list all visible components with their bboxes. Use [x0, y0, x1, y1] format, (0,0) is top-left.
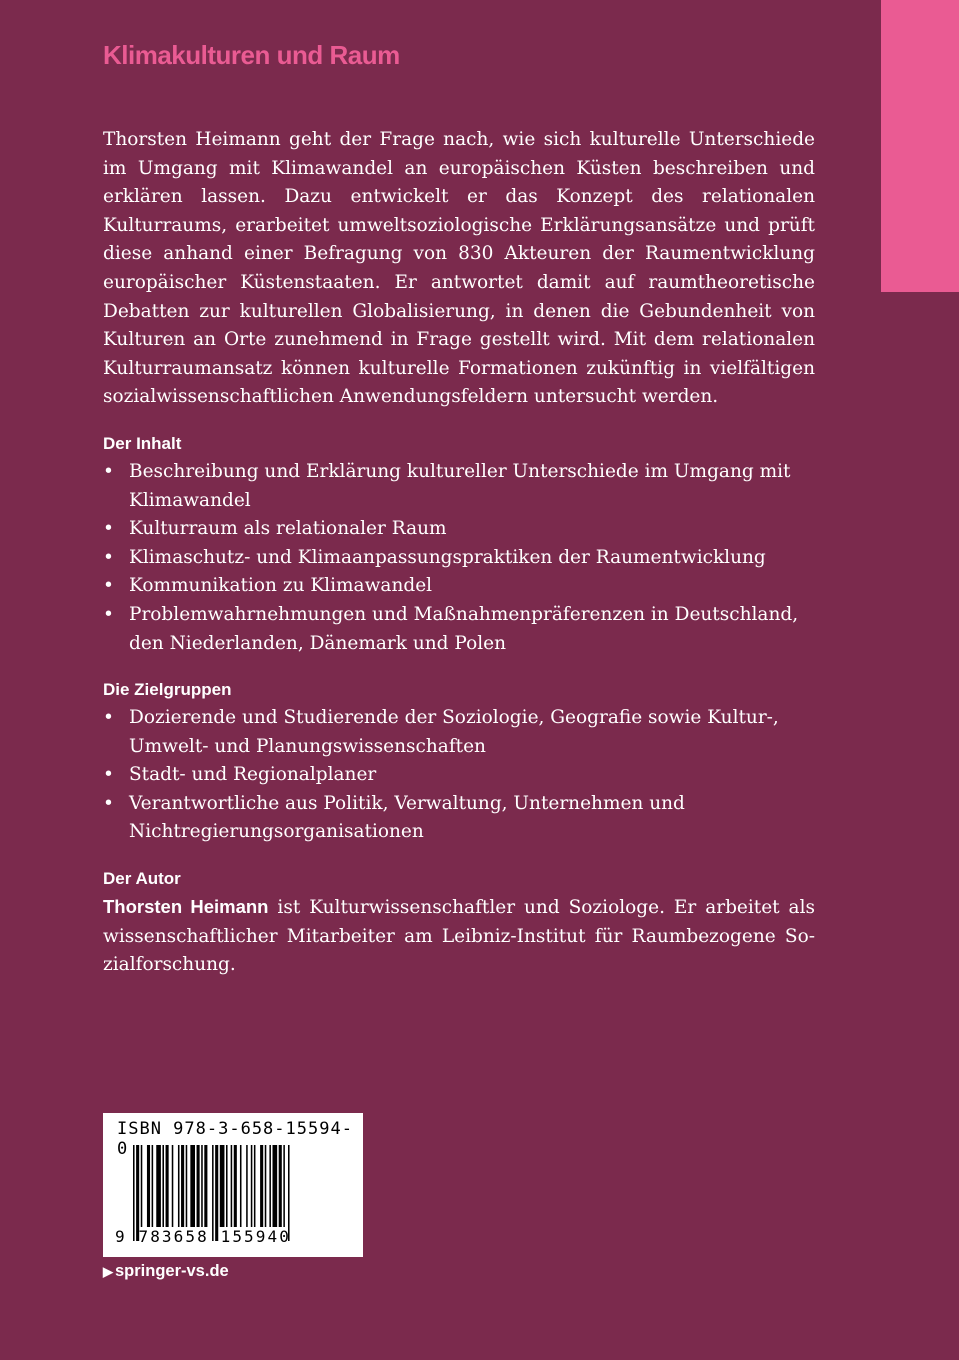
zielgruppen-heading: Die Zielgruppen	[103, 680, 232, 700]
list-item: • Kulturraum als relationaler Raum	[103, 515, 815, 544]
barcode-bar	[141, 1145, 143, 1227]
barcode-bar	[220, 1145, 225, 1227]
barcode-bar	[172, 1145, 174, 1227]
description-paragraph: Thorsten Heimann geht der Frage nach, wie sich kulturelle Unterschiede im Umgang mit Klimawandel an europäischen Küsten beschreiben und erklären lassen. Dazu entwickelt er das Konzept des relationalen Kulturraums, erarbeitet umweltsoziologische Erklärungsansätze und prüft diese anhand einer Befragung von 830 Akteuren der Raumentwicklung europäischer Küstenstaaten. Er antwortet damit auf raumtheoretische Debatten zur kulturellen Globalisierung, in denen die Gebundenheit von Kulturen an Orte zunehmend in Frage gestellt wird. Mit dem relationalen Kulturraumansatz können kulturelle Formationen zukünftig in vielfältigen sozialwissenschaftlichen Anwendungsfeldern untersucht werden.	[103, 129, 815, 408]
barcode-bar	[178, 1145, 180, 1227]
author-name: Thorsten Heimann	[103, 896, 269, 918]
back-cover-content	[103, 126, 815, 980]
barcode-bar	[265, 1145, 267, 1227]
list-item: • Problemwahrnehmungen und Maßnahmenpräferenzen in Deutschland, den Niederlanden, Dänemark und Polen	[103, 601, 815, 658]
barcode-bar	[147, 1145, 150, 1227]
website-label: springer-vs.de	[115, 1262, 229, 1280]
list-item: • Beschreibung und Erklärung kultureller Unterschiede im Umgang mit Klimawandel	[103, 458, 815, 515]
author-bio: ist Kulturwissenschaftler und Soziologe. Er arbeitet als wissenschaftlicher Mitarbeiter am Leibniz-Institut für Raumbezogene Sozialforschung.	[103, 897, 815, 976]
barcode-bar	[204, 1145, 207, 1227]
barcode-bar	[234, 1145, 237, 1227]
pink-accent-tab	[881, 0, 959, 292]
barcode-bar	[226, 1145, 228, 1227]
isbn-label: ISBN 978-3-658-15594-0	[117, 1119, 353, 1159]
barcode-bar	[166, 1145, 169, 1227]
list-item: • Kommunikation zu Klimawandel	[103, 572, 815, 601]
barcode-bar	[269, 1145, 271, 1227]
autor-paragraph	[103, 893, 815, 980]
publisher-website[interactable]	[103, 1262, 229, 1281]
barcode-bar	[186, 1145, 188, 1227]
barcode-bar	[251, 1145, 253, 1227]
zielgruppen-list	[103, 704, 815, 847]
barcode-bar	[240, 1145, 242, 1227]
series-title: Klimakulturen und Raum	[103, 40, 400, 70]
play-arrow-icon: ▶	[103, 1264, 113, 1279]
barcode-bar	[190, 1145, 195, 1227]
barcode-bar	[152, 1145, 154, 1227]
barcode-bar	[283, 1145, 285, 1227]
barcode-bar	[254, 1145, 256, 1227]
list-item: • Dozierende und Studierende der Soziologie, Geografie sowie Kultur-, Umwelt- und Planungswissenschaften	[103, 704, 815, 761]
inhalt-heading: Der Inhalt	[103, 433, 182, 453]
barcode-bar	[162, 1145, 164, 1227]
barcode-bar	[197, 1145, 200, 1227]
barcode-bar	[279, 1145, 282, 1227]
isbn-barcode	[103, 1113, 363, 1257]
barcode-bar	[156, 1145, 161, 1227]
barcode-bar	[260, 1145, 263, 1227]
list-item: • Stadt- und Regionalplaner	[103, 761, 815, 790]
barcode-bar	[273, 1145, 278, 1227]
barcode-bar	[246, 1145, 248, 1227]
barcode-bar	[181, 1145, 184, 1227]
barcode-bar	[201, 1145, 203, 1227]
inhalt-list	[103, 458, 815, 658]
barcode-bar	[231, 1145, 233, 1227]
autor-heading: Der Autor	[103, 869, 181, 889]
barcode-digits: 9 783658 155940	[115, 1227, 291, 1246]
list-item: • Klimaschutz- und Klimaanpassungspraktiken der Raumentwicklung	[103, 544, 815, 573]
list-item: • Verantwortliche aus Politik, Verwaltung, Unternehmen und Nichtregierungsorganisationen	[103, 790, 815, 847]
